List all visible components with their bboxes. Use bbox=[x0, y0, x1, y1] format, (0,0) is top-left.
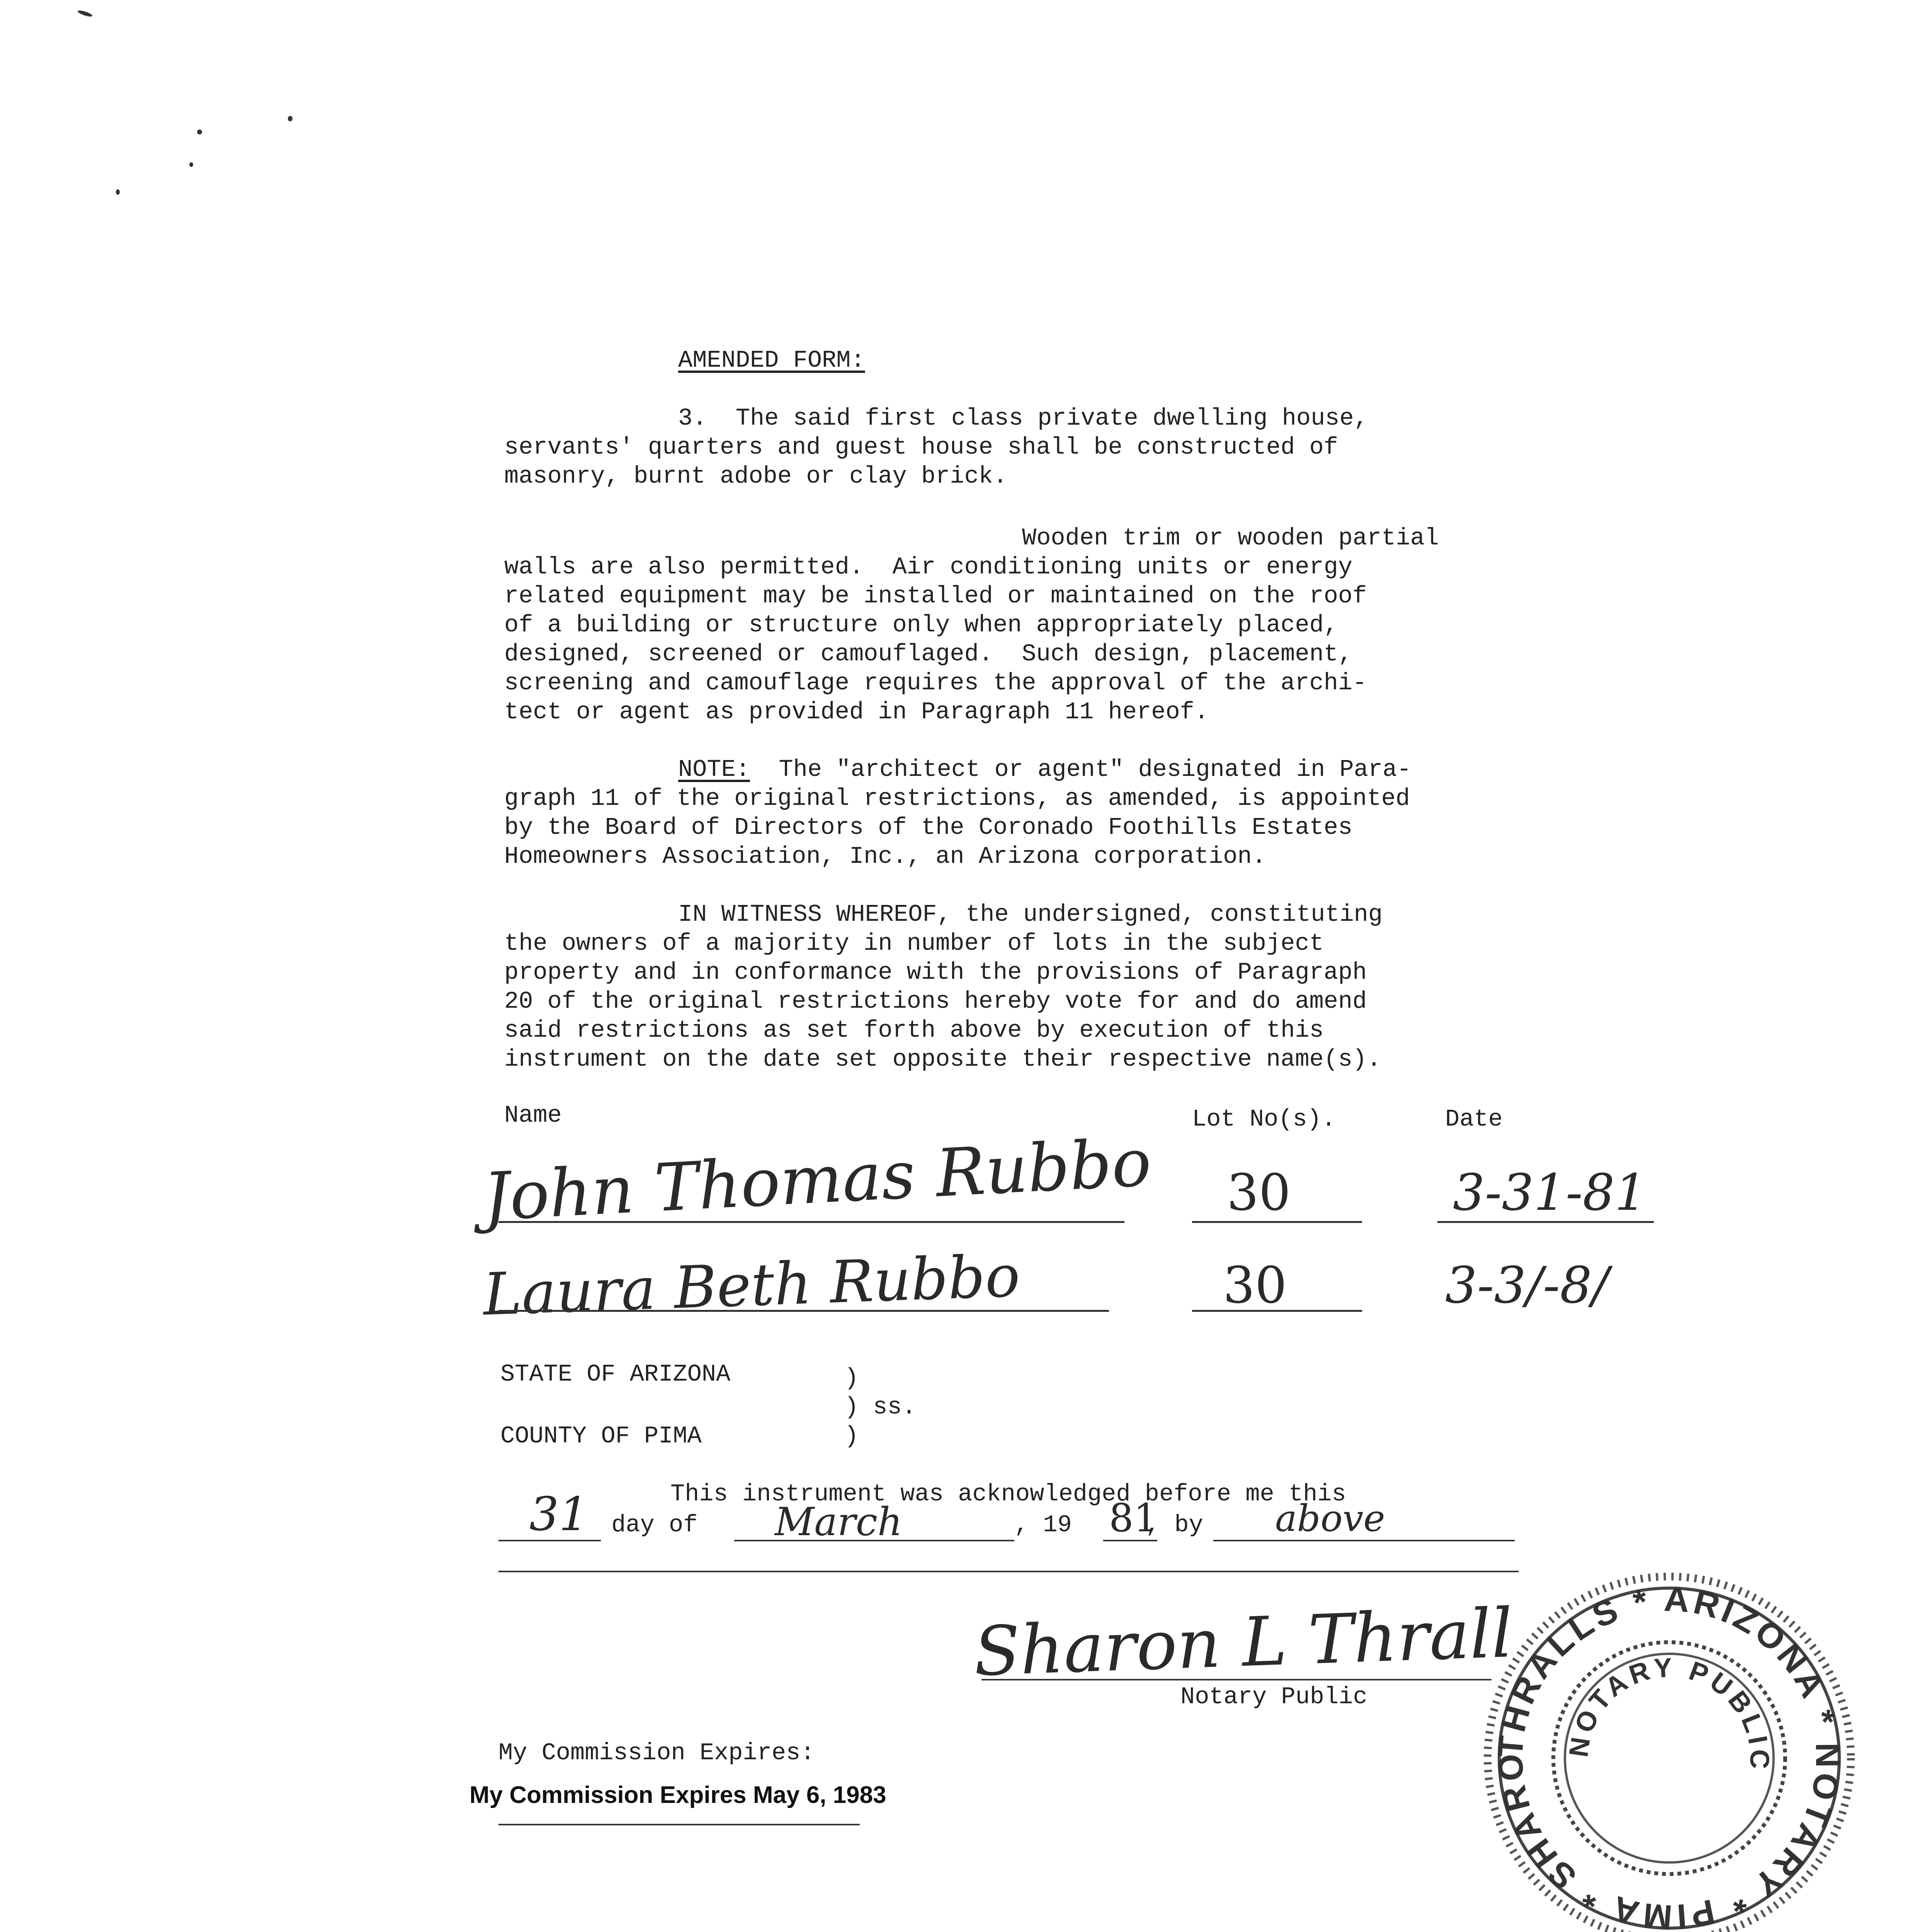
owner-signature: Laura Beth Rubbo bbox=[482, 1242, 1021, 1329]
notary-label: Notary Public bbox=[1180, 1683, 1367, 1711]
witness-line: 20 of the original restrictions hereby vote for and do amend bbox=[504, 988, 1367, 1015]
venue-paren: ) bbox=[844, 1364, 859, 1392]
lot-number-value: 30 bbox=[1223, 1256, 1287, 1315]
lot-line bbox=[1192, 1221, 1362, 1223]
owner-signature: John Thomas Rubbo bbox=[481, 1124, 1153, 1236]
note-line: Homeowners Association, Inc., an Arizona corporation. bbox=[504, 843, 1266, 870]
lot-number-value: 30 bbox=[1227, 1163, 1291, 1222]
name-column-header: Name bbox=[504, 1102, 562, 1129]
notary-signature: Sharon L Thrall bbox=[972, 1594, 1514, 1692]
ack-year-line bbox=[1103, 1540, 1157, 1541]
notary-seal-graphic bbox=[1453, 1507, 1886, 1932]
notary-seal bbox=[1453, 1507, 1886, 1932]
note-label: NOTE: bbox=[678, 756, 750, 783]
ack-year-prefix: , 19 bbox=[1014, 1511, 1072, 1539]
witness-line: instrument on the date set opposite their respective name(s). bbox=[504, 1046, 1381, 1073]
paragraph-wooden-line: of a building or structure only when appropriately placed, bbox=[504, 611, 1338, 639]
commission-label: My Commission Expires: bbox=[498, 1739, 815, 1767]
ack-month-line bbox=[734, 1540, 1014, 1541]
paragraph-3-line: 3. The said first class private dwelling house, bbox=[678, 405, 1368, 432]
witness-line: IN WITNESS WHEREOF, the undersigned, constituting bbox=[678, 901, 1383, 928]
note-line: graph 11 of the original restrictions, as amended, is appointed bbox=[504, 785, 1410, 812]
seal-outer-text: THRALLS * ARIZONA * NOTARY * PIMA * SHARO bbox=[1491, 1580, 1847, 1932]
paragraph-3-line: masonry, burnt adobe or clay brick. bbox=[504, 463, 1008, 490]
ack-day-of: day of bbox=[597, 1511, 712, 1539]
scan-mark bbox=[197, 129, 202, 134]
scan-mark bbox=[116, 189, 120, 195]
scan-mark bbox=[77, 9, 93, 18]
signing-date-value: 3-3/-8/ bbox=[1445, 1256, 1609, 1315]
note-text: The "architect or agent" designated in Para- bbox=[750, 756, 1412, 783]
venue-ss: ) ss. bbox=[844, 1393, 917, 1421]
ack-by-value: above bbox=[1275, 1497, 1385, 1540]
witness-line: the owners of a majority in number of lots in the subject bbox=[504, 930, 1324, 957]
paragraph-wooden-line: related equipment may be installed or maintained on the roof bbox=[504, 582, 1367, 610]
notary-line bbox=[981, 1679, 1492, 1680]
venue-county: COUNTY OF PIMA bbox=[500, 1422, 702, 1450]
venue-state: STATE OF ARIZONA bbox=[500, 1361, 731, 1388]
ack-day-line bbox=[498, 1540, 601, 1541]
paragraph-3-line: servants' quarters and guest house shall be constructed of bbox=[504, 434, 1338, 461]
date-line bbox=[1437, 1221, 1654, 1223]
note-line: by the Board of Directors of the Coronado Foothills Estates bbox=[504, 814, 1353, 841]
ack-month-value: March bbox=[775, 1499, 903, 1544]
ack-by: , by bbox=[1146, 1511, 1218, 1539]
signing-date-value: 3-31-81 bbox=[1453, 1163, 1647, 1222]
signature-line bbox=[498, 1221, 1124, 1223]
paragraph-wooden-line: Wooden trim or wooden partial bbox=[1022, 524, 1439, 552]
ack-year-value: 81 bbox=[1109, 1495, 1158, 1541]
commission-underline bbox=[498, 1824, 860, 1825]
witness-line: property and in conformance with the provisions of Paragraph bbox=[504, 959, 1367, 986]
acknowledgment-line: This instrument was acknowledged before me this bbox=[670, 1480, 1346, 1508]
venue-paren: ) bbox=[844, 1422, 859, 1450]
lot-column-header: Lot No(s). bbox=[1192, 1105, 1336, 1133]
paragraph-wooden-line: walls are also permitted. Air conditioning units or energy bbox=[504, 553, 1353, 581]
scan-mark bbox=[288, 116, 293, 121]
note-line bbox=[678, 755, 1412, 784]
section-heading: AMENDED FORM: bbox=[678, 347, 865, 374]
paragraph-wooden-line: screening and camouflage requires the approval of the archi- bbox=[504, 669, 1367, 697]
date-column-header: Date bbox=[1445, 1105, 1503, 1133]
lot-line bbox=[1192, 1310, 1362, 1312]
seal-inner-text: NOTARY PUBLIC bbox=[1563, 1652, 1775, 1774]
ack-continuation-line bbox=[498, 1571, 1519, 1572]
paragraph-wooden-line: designed, screened or camouflaged. Such design, placement, bbox=[504, 640, 1353, 668]
scan-mark bbox=[189, 162, 193, 167]
witness-line: said restrictions as set forth above by execution of this bbox=[504, 1017, 1324, 1044]
commission-expiry-stamp: My Commission Expires May 6, 1983 bbox=[469, 1782, 886, 1808]
signature-line bbox=[498, 1310, 1109, 1312]
ack-day-value: 31 bbox=[529, 1488, 588, 1541]
paragraph-wooden-line: tect or agent as provided in Paragraph 11 hereof. bbox=[504, 698, 1209, 726]
